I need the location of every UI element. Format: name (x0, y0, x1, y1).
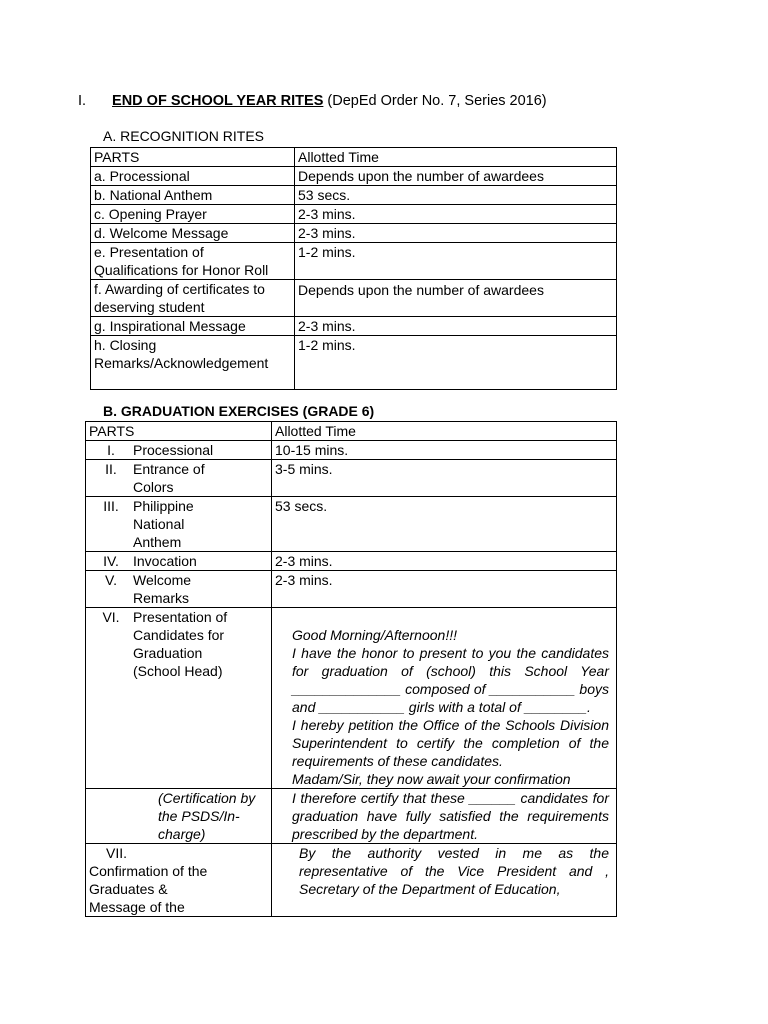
part-cell (86, 571, 272, 608)
recognition-rites-table (90, 147, 617, 390)
time-cell: 53 secs. (295, 186, 617, 205)
table-row (91, 280, 617, 317)
table-header-row (86, 422, 617, 441)
section-heading (78, 93, 547, 109)
part-cell (86, 552, 272, 571)
table-row (86, 844, 617, 917)
presentation-script (272, 608, 617, 789)
table-row (86, 441, 617, 460)
time-cell: 1-2 mins. (295, 243, 617, 280)
row-number: IV. (103, 553, 119, 569)
script-paragraph: I have the honor to present to you the candidates for graduation of (school) this School Year ______________ composed of ___________ boys and ___________ girls with a total of ________. (292, 645, 609, 715)
script-greeting: Good Morning/Afternoon!!! (292, 627, 457, 643)
table-row (91, 205, 617, 224)
part-cell: c. Opening Prayer (91, 205, 295, 224)
part-cell: f. Awarding of certificates to deserving student (91, 280, 295, 317)
part-label: Processional (133, 442, 214, 458)
section-reference: (DepEd Order No. 7, Series 2016) (327, 93, 547, 109)
table-row (86, 497, 617, 552)
part-label: Invocation (133, 553, 197, 569)
part-cell (86, 844, 272, 917)
script-paragraph: Madam/Sir, they now await your confirmation (292, 771, 571, 787)
part-label: Philippine National Anthem (133, 498, 194, 550)
table-row (86, 571, 617, 608)
graduation-exercises-table (85, 421, 617, 917)
table-row (86, 460, 617, 497)
script-paragraph: I hereby petition the Office of the Schools Division Superintendent to certify the completion of the requirements of these candidates. (292, 717, 609, 769)
table-row (86, 608, 617, 789)
table-row (91, 224, 617, 243)
table-row (91, 186, 617, 205)
row-number: VI. (102, 609, 120, 625)
time-cell: Depends upon the number of awardees (295, 280, 617, 317)
time-cell: Depends upon the number of awardees (295, 167, 617, 186)
part-label: Welcome Remarks (133, 572, 192, 606)
time-cell: 53 secs. (272, 497, 617, 552)
certification-text: I therefore certify that these ______ candidates for graduation have fully satisfied the requirements prescribed by the department. (272, 789, 617, 844)
header-parts: PARTS (86, 422, 272, 441)
table-row (86, 552, 617, 571)
header-allotted-time: Allotted Time (272, 422, 617, 441)
row-number: I. (107, 442, 115, 458)
time-cell: 10-15 mins. (272, 441, 617, 460)
table-row (91, 336, 617, 390)
section-title: END OF SCHOOL YEAR RITES (112, 93, 324, 109)
time-cell: 2-3 mins. (272, 571, 617, 608)
part-cell (86, 497, 272, 552)
part-label: Presentation of Candidates for Graduation (School Head) (133, 609, 228, 679)
row-number: VII. (105, 845, 127, 861)
header-allotted-time: Allotted Time (295, 148, 617, 167)
time-cell: 2-3 mins. (272, 552, 617, 571)
part-label: Confirmation of the Graduates & Message of the (89, 863, 208, 915)
row-number: III. (103, 498, 119, 514)
time-cell: 1-2 mins. (295, 336, 617, 390)
time-cell: 2-3 mins. (295, 317, 617, 336)
table-row (91, 167, 617, 186)
part-cell (86, 441, 272, 460)
time-cell: 2-3 mins. (295, 205, 617, 224)
time-cell: 2-3 mins. (295, 224, 617, 243)
section-number: I. (78, 93, 87, 109)
part-cell: h. Closing Remarks/Acknowledgement (91, 336, 295, 390)
table-row (86, 789, 617, 844)
certification-label: (Certification by the PSDS/In-charge) (86, 789, 272, 844)
part-cell: g. Inspirational Message (91, 317, 295, 336)
time-cell: 3-5 mins. (272, 460, 617, 497)
header-parts: PARTS (91, 148, 295, 167)
row-number: II. (105, 461, 117, 477)
row-number: V. (105, 572, 117, 588)
part-label: Entrance of Colors (133, 461, 205, 495)
table-row (91, 243, 617, 280)
part-cell (86, 608, 272, 789)
part-cell: d. Welcome Message (91, 224, 295, 243)
table-row (91, 317, 617, 336)
part-cell (86, 460, 272, 497)
recognition-rites-label: A. RECOGNITION RITES (103, 128, 265, 144)
confirmation-text: By the authority vested in me as the representative of the Vice President and , Secretary of the Department of Education, (272, 844, 617, 917)
table-header-row (91, 148, 617, 167)
part-cell: e. Presentation of Qualifications for Honor Roll (91, 243, 295, 280)
part-cell: b. National Anthem (91, 186, 295, 205)
graduation-exercises-label: B. GRADUATION EXERCISES (GRADE 6) (103, 403, 375, 419)
part-cell: a. Processional (91, 167, 295, 186)
